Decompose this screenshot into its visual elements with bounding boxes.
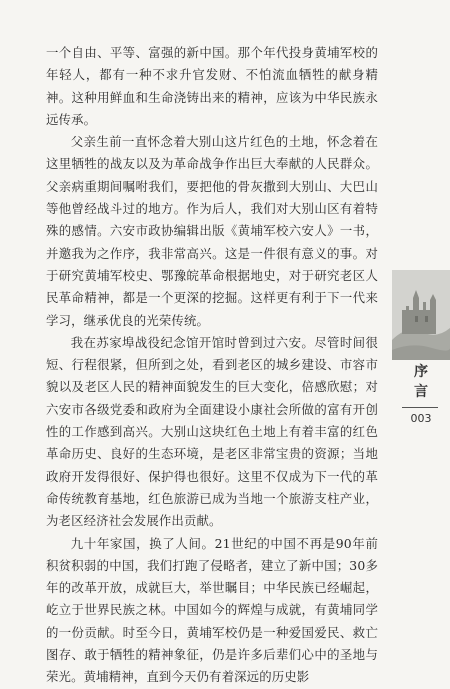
paragraph: 我在苏家埠战役纪念馆开馆时曾到过六安。尽管时间很短、行程很紧，但所到之处，看到老区的城乡建设、市容市貌以及老区人民的精神面貌发生的巨大变化，倍感欣慰；对六安市各级党委和政府为全面建设小康社会所做的富有开创性的工作感到高兴。大别山这块红色土地上有着丰富的红色革命历史、良好的生态环境，是老区非常宝贵的资源；当地政府开发得很好、保护得也很好。这里不仅成为下一代的革命传统教育基地，红色旅游已成为当地一个旅游支柱产业，为老区经济社会发展作出贡献。: [46, 334, 378, 529]
section-title-char: 序: [414, 364, 428, 380]
castle-image: [392, 270, 450, 360]
section-title: [392, 362, 450, 402]
castle-illustration: [392, 270, 450, 360]
paragraph: 九十年家国，换了人间。21世纪的中国不再是90年前积贫积弱的中国，我们打跑了侵略者，建立了新中国；30多年的改革开放，成就巨大，举世瞩目；中华民族已经崛起，屹立于世界民族之林。中国如今的辉煌与成就，有黄埔同学的一份贡献。时至今日，黄埔军校仍是一种爱国爱民、救亡图存、敢于牺牲的精神象征，仍是许多后辈们心中的圣地与荣光。黄埔精神，直到今天仍有着深远的历史影: [46, 535, 378, 685]
paragraph-continued: 一个自由、平等、富强的新中国。那个年代投身黄埔军校的年轻人，都有一种不求升官发财、不怕流血牺牲的献身精神。这种用鲜血和生命浇铸出来的精神，应该为中华民族永远传承。: [46, 45, 378, 127]
divider: [402, 407, 438, 408]
page-number: 003: [410, 412, 432, 425]
paragraph: 父亲生前一直怀念着大别山这片红色的土地，怀念着在这里牺牲的战友以及为革命战争作出巨大奉献的人民群众。父亲病重期间嘱咐我们，要把他的骨灰撒到大别山、大巴山等他曾经战斗过的地方。作为后人，我们对大别山区有着特殊的感情。六安市政协编辑出版《黄埔军校六安人》一书，并邀我为之作序，我非常高兴。这是一件很有意义的事。对于研究黄埔军校史、鄂豫皖革命根据地史，对于研究老区人民革命精神，都是一个更深的挖掘。这样更有利于下一代来学习，继承优良的光荣传统。: [46, 134, 378, 328]
section-title-char: 言: [414, 384, 428, 400]
body-text: [46, 42, 378, 689]
